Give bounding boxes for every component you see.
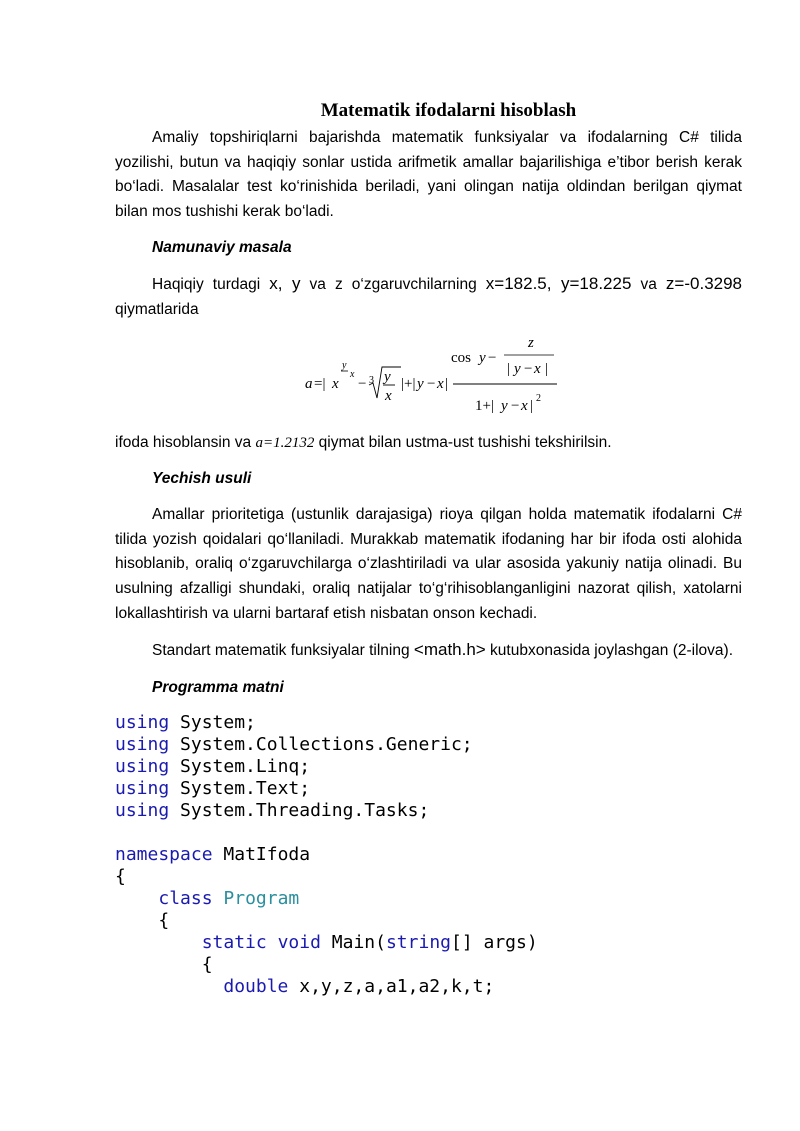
svg-text:y: y bbox=[501, 397, 508, 414]
standard-text: Standart matematik funksiyalar tilning bbox=[152, 642, 414, 660]
task-text: qiymatlarida bbox=[115, 300, 199, 318]
code-text: System.Linq; bbox=[180, 755, 311, 777]
svg-text:=|: =| bbox=[314, 375, 326, 392]
check-paragraph bbox=[115, 431, 742, 456]
check-text: qiymat bilan ustma-ust tushishi tekshirilsin. bbox=[318, 433, 612, 451]
code-line bbox=[115, 844, 742, 866]
method-paragraph: Amallar prioritetiga (ustunlik darajasiga) rioya qilgan holda matematik ifodalarni C# tilida yozish qoidalari qo‘llaniladi. Murakkab matematik ifodaning har bir ifoda osti alohida hisoblanib, oraliq o‘zgaruvchilarga o‘zlashtiriladi va ular asosida yakuniy natija olinadi. Bu usulning afzalligi shundaki, oraliq natijalar to‘g‘rihisoblanganligini nazorat qilish, xatolarni lokallashtirish va ularni bartaraf etish nisbatan onson kechadi. bbox=[115, 506, 742, 622]
check-math bbox=[255, 435, 314, 451]
check-math-value: a=1.2132 bbox=[255, 434, 315, 451]
svg-text:2: 2 bbox=[536, 392, 541, 404]
svg-text:1+|: 1+| bbox=[475, 397, 494, 414]
code-text: System; bbox=[180, 711, 256, 733]
task-text: Haqiqiy turdagi bbox=[152, 276, 270, 294]
code-line bbox=[115, 734, 742, 756]
svg-text:y: y bbox=[479, 349, 486, 366]
code-line bbox=[115, 954, 742, 976]
code-brace: { bbox=[115, 865, 126, 887]
code-text: System.Threading.Tasks; bbox=[180, 799, 430, 821]
class-name: Program bbox=[223, 887, 300, 909]
svg-text:x: x bbox=[437, 375, 444, 392]
code-brace: { bbox=[158, 909, 170, 931]
code-text: Main( bbox=[331, 931, 386, 953]
heading-method: Yechish usuli bbox=[152, 470, 252, 488]
svg-text:|: | bbox=[530, 397, 534, 414]
task-values: x=182.5, y=18.225 bbox=[485, 274, 632, 294]
keyword-static: static bbox=[201, 931, 267, 953]
page-title: Matematik ifodalarni hisoblash bbox=[320, 100, 577, 121]
svg-text:|: | bbox=[507, 360, 511, 377]
code-line bbox=[115, 932, 742, 954]
svg-text:y: y bbox=[342, 359, 347, 371]
svg-text:−: − bbox=[427, 375, 436, 392]
code-text: System.Collections.Generic; bbox=[180, 733, 473, 755]
task-text: va z o‘zgaruvchilarning bbox=[300, 276, 486, 294]
code-text: [] args) bbox=[451, 931, 538, 953]
keyword-using: using bbox=[115, 733, 170, 755]
keyword-void: void bbox=[277, 931, 321, 953]
svg-text:x: x bbox=[332, 375, 339, 392]
code-blank-line bbox=[115, 822, 742, 844]
keyword-using: using bbox=[115, 711, 170, 733]
code-line bbox=[115, 756, 742, 778]
code-line bbox=[115, 800, 742, 822]
code-text: System.Text; bbox=[180, 777, 311, 799]
svg-text:|: | bbox=[545, 360, 549, 377]
svg-text:cos: cos bbox=[451, 349, 471, 366]
formula-graphic bbox=[305, 335, 565, 427]
code-line bbox=[115, 976, 742, 998]
keyword-using: using bbox=[115, 777, 170, 799]
code-brace: { bbox=[201, 953, 213, 975]
svg-text:x: x bbox=[350, 368, 355, 380]
svg-text:x: x bbox=[534, 360, 541, 377]
math-lib: <math.h> bbox=[413, 640, 486, 660]
svg-text:x: x bbox=[521, 397, 528, 414]
svg-text:x: x bbox=[385, 387, 392, 404]
intro-paragraph: Amaliy topshiriqlarni bajarishda matematik funksiyalar va ifodalarning C# tilida yozilishi, butun va haqiqiy sonlar ustida arifmetik amallar bajarilishiga e’tibor berish kerak bo‘ladi. Masalalar test ko‘rinishida beriladi, yani olingan natija oldindan berilgan qiymat bilan mos tushishi kerak bo‘ladi. bbox=[115, 129, 742, 220]
keyword-class: class bbox=[158, 887, 213, 909]
keyword-namespace: namespace bbox=[115, 843, 213, 865]
code-listing bbox=[115, 712, 742, 998]
code-text: x,y,z,a,a1,a2,k,t; bbox=[299, 975, 495, 997]
document-page bbox=[115, 100, 742, 998]
svg-text:y: y bbox=[417, 375, 424, 392]
formula bbox=[115, 335, 742, 429]
heading-example: Namunaviy masala bbox=[152, 239, 292, 257]
code-line bbox=[115, 910, 742, 932]
svg-text:y: y bbox=[514, 360, 521, 377]
heading-program: Programma matni bbox=[152, 678, 284, 696]
task-paragraph bbox=[115, 272, 742, 322]
code-text: MatIfoda bbox=[223, 843, 311, 865]
task-zval: z=-0.3298 bbox=[665, 274, 743, 294]
code-line bbox=[115, 888, 742, 910]
standard-paragraph bbox=[115, 638, 742, 664]
svg-text:z: z bbox=[528, 334, 534, 351]
svg-text:y: y bbox=[384, 368, 391, 385]
task-vars: x, y bbox=[269, 274, 301, 294]
code-line bbox=[115, 712, 742, 734]
keyword-using: using bbox=[115, 755, 170, 777]
standard-text: kutubxonasida joylashgan (2-ilova). bbox=[485, 642, 734, 660]
svg-text:3: 3 bbox=[369, 374, 374, 386]
svg-text:−: − bbox=[511, 397, 520, 414]
keyword-using: using bbox=[115, 799, 170, 821]
code-line bbox=[115, 866, 742, 888]
keyword-string: string bbox=[385, 931, 451, 953]
svg-text:a: a bbox=[305, 375, 313, 392]
svg-text:−: − bbox=[488, 349, 497, 366]
svg-text:−: − bbox=[358, 375, 367, 392]
svg-text:|: | bbox=[445, 375, 449, 392]
svg-text:−: − bbox=[524, 360, 533, 377]
task-text: va bbox=[631, 276, 666, 294]
code-line bbox=[115, 778, 742, 800]
check-text: ifoda hisoblansin va bbox=[115, 433, 256, 451]
svg-text:|+|: |+| bbox=[401, 375, 416, 392]
keyword-double: double bbox=[223, 975, 289, 997]
